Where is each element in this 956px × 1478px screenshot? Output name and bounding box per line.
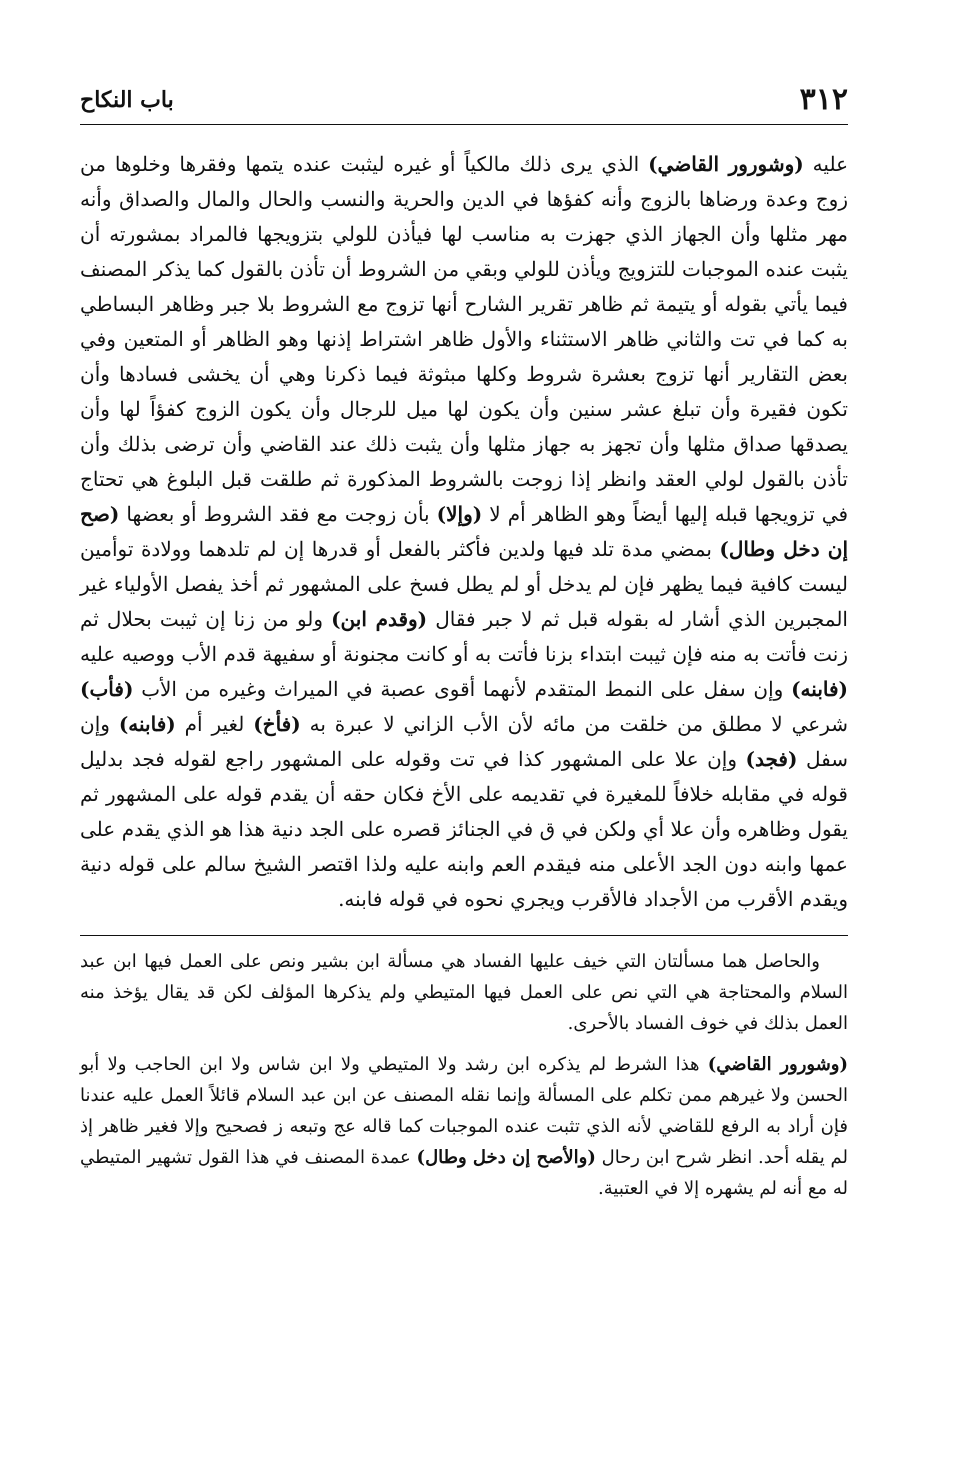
main-text-run: بأن زوجت مع فقد الشروط أو بعضها [119, 502, 437, 526]
running-title: باب النكاح [80, 87, 174, 113]
matn-quote: (والأصح إن دخل وطال) [416, 1147, 596, 1168]
main-text [80, 147, 848, 917]
footnote-paragraph [80, 1049, 848, 1204]
book-page [80, 80, 848, 1214]
matn-quote: (فابنه) [791, 677, 848, 701]
footnote-divider [80, 935, 848, 936]
footnote-paragraph: والحاصل هما مسألتان التي خيف عليها الفساد هي مسألة ابن بشير ونص على العمل فيها ابن عبد السلام والمحتاجة هي التي نص على العمل فيها المتيطي ولم يذكرها المؤلف لكن قد يقال يؤخذ منه العمل بذلك في خوف الفساد بالأحرى. [80, 951, 848, 1034]
matn-quote: (فأب) [80, 677, 134, 701]
matn-quote: (فأخ) [253, 712, 301, 736]
matn-quote: (فجد) [745, 747, 798, 771]
matn-quote: (وشورور القاضي) [707, 1054, 849, 1075]
main-text-run: بمضي مدة تلد فيها ولدين فأكثر بالفعل أو قدرها إن لم تلدهما وولادة توأمين ليست كافية فيما يظهر فإن لم يدخل أو لم يطل فسخ على المشهور ثم أخذ يفصل الأولياء غير المجبرين الذي أشار له بقوله قبل ثم لا جبر فقال [80, 537, 848, 631]
matn-quote: (فابنه) [118, 712, 176, 736]
footnotes [80, 946, 848, 1204]
footnote-text-run: عمدة المصنف في هذا القول تشهير المتيطي له مع أنه لم يشهره إلا في العتبية. [80, 1147, 848, 1199]
matn-quote: (وإلا) [436, 502, 483, 526]
main-text-run: لغير أم [175, 712, 254, 736]
main-text-run: وإن علا على المشهور كذا في تت وقوله على المشهور راجع لقوله فجد بدليل قوله في مقابله خلافاً للمغيرة في تقديمه على الأخ فكان حقه أن يقدم قوله على المشهور ثم يقول وظاهره وأن علا أي ولكن في ق في الجنائز قصره على الجد دنية هذا هو الذي يقدم على عمها وابنه دون الجد الأعلى منه فيقدم العم وابنه عليه ولذا اقتصر الشيخ سالم على قوله دنية ويقدم الأقرب من الأجداد فالأقرب ويجري نحوه في قوله فابنه. [80, 747, 848, 911]
page-header [80, 80, 848, 125]
main-text-run: شرعي لا مطلق من خلقت من مائه لأن الأب الزاني لا عبرة به [300, 712, 848, 736]
main-text-run: عليه [803, 152, 848, 176]
main-text-run: الذي يرى ذلك مالكياً أو غيره ليثبت عنده يتمها وفقرها وخلوها من زوج وعدة ورضاها بالزوج وأنه كفؤها في الدين والحرية والنسب والحال والمال والصداق وأنه مهر مثلها وأن الجهاز الذي جهزت به مناسب لها فيأذن للولي بتزويجها فالمراد بمشورته أن يثبت عنده الموجبات للتزويج ويأذن للولي وبقي من الشروط أن تأذن بالقول كما يذكر المصنف فيما يأتي بقوله أو يتيمة ثم ظاهر تقرير الشارح أنها تزوج مع الشروط بلا جبر وظاهر البساطي به كما في تت والثاني ظاهر الاستثناء والأول ظاهر اشتراط إذنها وهو الظاهر أو المتعين وفي بعض التقارير أنها تزوج بعشرة شروط وكلها مبثوثة فيما ذكرنا وهي أن يخشى فسادها وأن تكون فقيرة وأن تبلغ عشر سنين وأن يكون لها ميل للرجال وأن يكون الزوج كفؤاً لها وأن يصدقها صداق مثلها وأن تجهز به جهاز مثلها وأن يثبت ذلك عند القاضي وأن ترضى بذلك وأن تأذن بالقول لولي العقد وانظر إذا زوجت بالشروط المذكورة ثم طلقت قبل البلوغ هي تحتاج في تزويجها قبله إليها أيضاً وهو الظاهر أم لا [80, 152, 848, 526]
main-text-run: وإن سفل على النمط المتقدم لأنهما أقوى عصبة في الميراث وغيره من الأب [133, 677, 792, 701]
main-text-run: وإن سفل [80, 712, 848, 771]
matn-quote: (وشورور القاضي) [648, 152, 804, 176]
matn-quote: (صح إن دخل وطال) [80, 502, 848, 561]
footnote-text-run: هذا الشرط لم يذكره ابن رشد ولا المتيطي ولا ابن شاس ولا ابن الحاجب ولا أبو الحسن ولا غيرهم ممن تكلم على المسألة وإنما نقله المصنف عن ابن عبد السلام قائلاً العمل عليه عندنا فإن أراد به الرفع للقاضي لأنه الذي تثبت عنده الموجبات كما قاله عج وتبعه ز فصحيح وإلا فغير ظاهر إذ لم يقله أحد. انظر شرح ابن رحال [80, 1054, 848, 1168]
page-number: ٣١٢ [799, 82, 848, 117]
main-text-run: ولو من زنا إن ثيبت بحلال ثم زنت فأتت به منه فإن ثيبت ابتداء بزنا فأتت به أو كانت مجنونة أو سفيهة قدم الأب ووصيه عليه [80, 607, 848, 666]
matn-quote: (وقدم ابن) [331, 607, 428, 631]
